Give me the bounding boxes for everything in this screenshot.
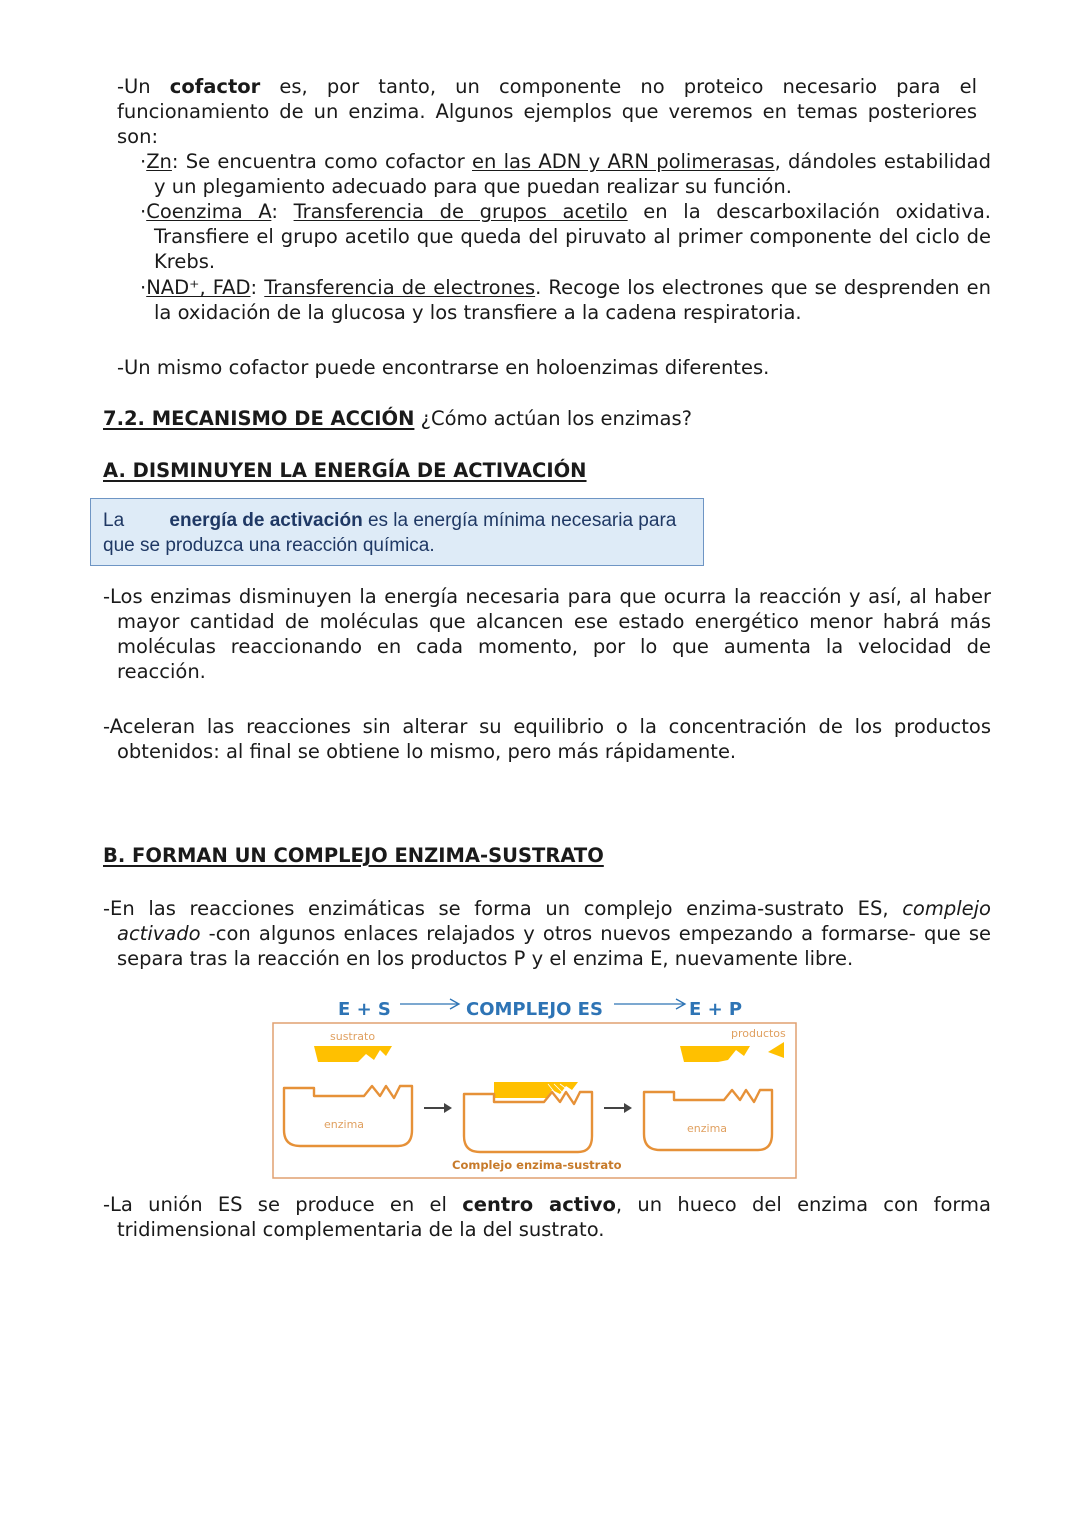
complejo-caption: Complejo enzima-sustrato bbox=[452, 1158, 622, 1172]
section-a-paragraph-2: -Aceleran las reacciones sin alterar su equilibrio o la concentración de los productos obtenidos: al final se obtiene lo mismo, pero más rápidamente. bbox=[103, 715, 991, 763]
cofactor-intro: -Un cofactor es, por tanto, un componente no proteico necesario para el funcionamiento de un enzima. Algunos ejemplos que veremos en temas posteriores son: bbox=[117, 75, 977, 148]
example-coenzima-a: ·Coenzima A: Transferencia de grupos acetilo en la descarboxilación oxidativa. Transfiere el grupo acetilo que queda del piruvato al primer componente del ciclo de Krebs. bbox=[140, 200, 991, 273]
centro-activo-term: centro activo bbox=[462, 1193, 616, 1216]
enzima-right-label: enzima bbox=[687, 1122, 728, 1135]
productos-label: productos bbox=[731, 1027, 786, 1040]
section-a-paragraph-1: -Los enzimas disminuyen la energía necesaria para que ocurra la reacción y así, al haber mayor cantidad de moléculas que alcancen ese estado energético menor habrá más moléculas reaccionando en cada momento, por lo que aumenta la velocidad de reacción. bbox=[103, 585, 991, 683]
definition-box: La energía de activación es la energía mínima necesaria para que se produzca una reacción química. bbox=[90, 498, 704, 566]
same-cofactor-text: -Un mismo cofactor puede encontrarse en holoenzimas diferentes. bbox=[117, 356, 770, 379]
cofactor-term: cofactor bbox=[169, 75, 261, 98]
example-zn: ·Zn: Se encuentra como cofactor en las ADN y ARN polimerasas, dándoles estabilidad y un plegamiento adecuado para que puedan realizar su función. bbox=[140, 150, 991, 198]
sustrato-label: sustrato bbox=[330, 1030, 376, 1043]
section-7-2-heading: 7.2. MECANISMO DE ACCIÓN ¿Cómo actúan los enzimas? bbox=[103, 407, 692, 430]
label-e-plus-s: E + S bbox=[338, 999, 391, 1020]
enzima-left-label: enzima bbox=[324, 1118, 365, 1131]
label-complejo-es: COMPLEJO ES bbox=[466, 999, 603, 1020]
label-e-plus-p: E + P bbox=[689, 999, 743, 1020]
section-a-heading: A. DISMINUYEN LA ENERGÍA DE ACTIVACIÓN bbox=[103, 459, 587, 482]
example-nad-fad: ·NAD⁺, FAD: Transferencia de electrones. Recoge los electrones que se desprenden en la oxidación de la glucosa y los transfiere a la cadena respiratoria. bbox=[140, 276, 991, 324]
section-b-paragraph-1: -En las reacciones enzimáticas se forma un complejo enzima-sustrato ES, complejo activado -con algunos enlaces relajados y otros nuevos empezando a formarse- que se separa tras la reacción en los productos P y el enzima E, nuevamente libre. bbox=[103, 897, 991, 970]
activation-energy-term: energía de activación bbox=[169, 510, 363, 531]
enzyme-substrate-diagram bbox=[0, 990, 1080, 1190]
section-b-heading: B. FORMAN UN COMPLEJO ENZIMA-SUSTRATO bbox=[103, 844, 604, 867]
section-b-paragraph-2: -La unión ES se produce en el centro activo, un hueco del enzima con forma tridimensional complementaria de la del sustrato. bbox=[103, 1193, 991, 1241]
